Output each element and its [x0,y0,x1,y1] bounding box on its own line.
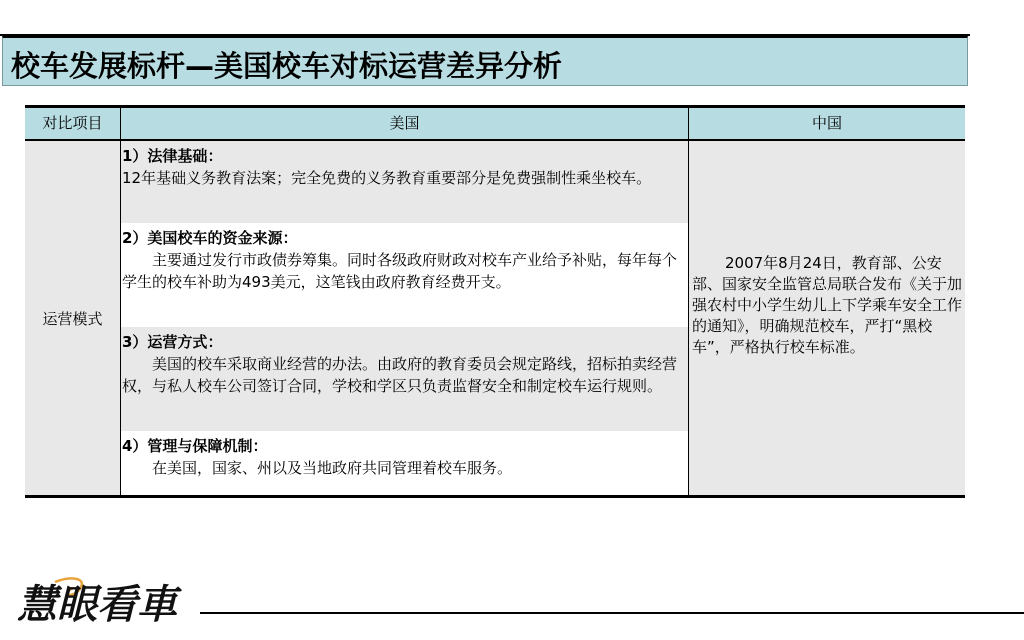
title-bar [2,36,968,86]
table-header-row [25,105,965,141]
header-item: 对比项目 [42,114,103,132]
logo-text: 慧眼看車 [17,581,177,628]
usa-section-heading: 4）管理与保障机制： [122,437,268,455]
usa-section [121,431,688,495]
usa-section-body: 12年基础义务教育法案；完全免费的义务教育重要部分是免费强制性乘坐校车。 [122,169,652,187]
column-divider [688,141,689,495]
usa-section-body: 在美国，国家、州以及当地政府共同管理着校车服务。 [122,459,513,477]
comparison-table [25,105,965,498]
category-cell [25,141,120,495]
usa-section-body: 美国的校车采取商业经营的办法。由政府的教育委员会规定路线，招标拍卖经营权，与私人校车公司签订合同，学校和学区只负责监督安全和制定校车运行规则。 [122,355,678,395]
usa-section-heading: 1）法律基础： [122,147,223,165]
category-label: 运营模式 [42,309,103,328]
table-body [25,141,965,498]
usa-section-heading: 2）美国校车的资金来源： [122,229,298,247]
header-usa: 美国 [389,114,420,132]
logo-mark [15,570,205,632]
header-china: 中国 [811,114,842,132]
china-cell [689,141,965,495]
column-divider [120,141,121,495]
usa-section [121,141,688,223]
usa-section [121,223,688,327]
header-divider [688,108,689,139]
page-title: 校车发展标杆—美国校车对标运营差异分析 [11,49,563,83]
brand-logo [15,570,205,632]
usa-section [121,327,688,431]
usa-section-heading: 3）运营方式： [122,333,223,351]
china-text: 2007年8月24日，教育部、公安部、国家安全监管总局联合发布《关于加强农村中小学生幼儿上下学乘车安全工作的通知》，明确规范校车，严打“黑校车”，严格执行校车标准。 [692,254,963,356]
bottom-rule [200,612,1024,614]
header-divider [120,108,121,139]
usa-section-body: 主要通过发行市政债券筹集。同时各级政府财政对校车产业给予补贴，每年每个学生的校车补助为493美元，这笔钱由政府教育经费开支。 [122,251,678,291]
